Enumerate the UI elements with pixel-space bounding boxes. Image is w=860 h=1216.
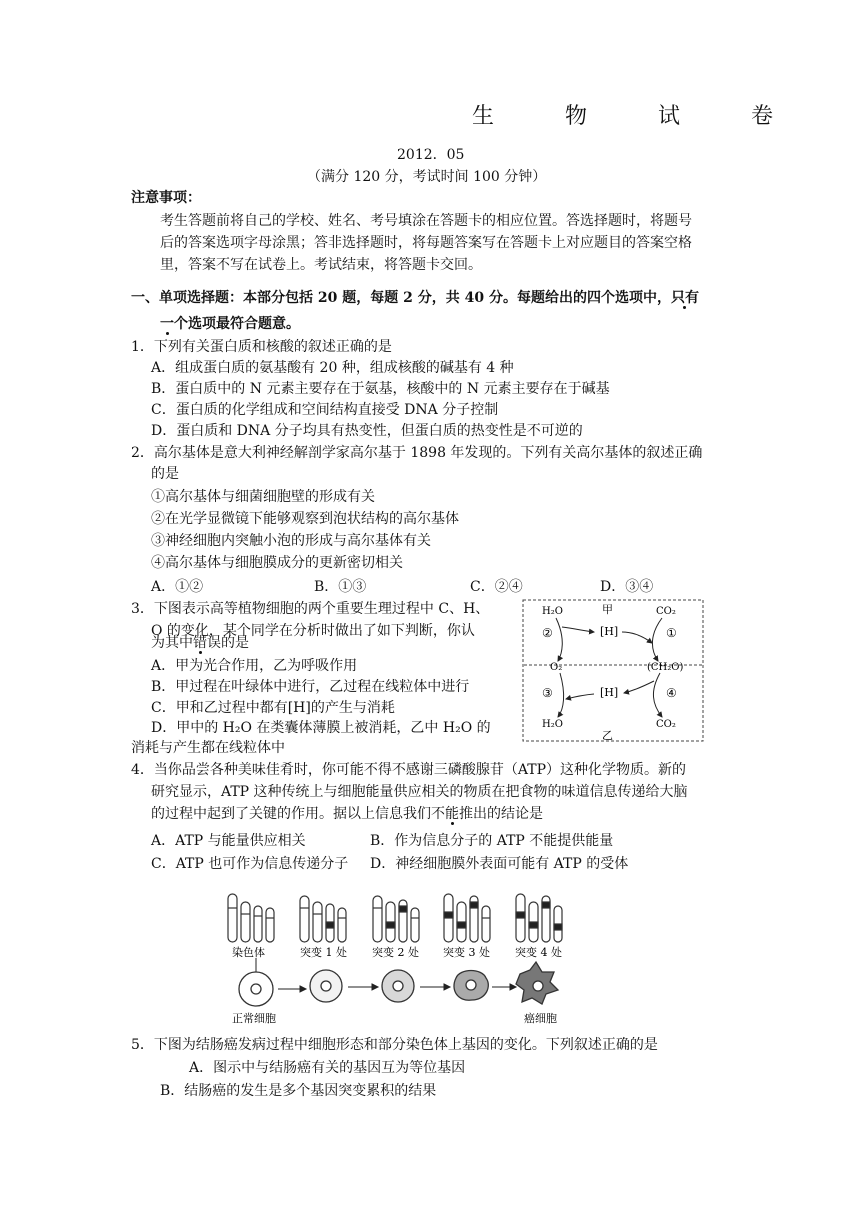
option-b: B．①③: [314, 579, 367, 595]
option-a: A．甲为光合作用，乙为呼吸作用: [151, 658, 358, 674]
section-heading-cont: [160, 313, 300, 335]
section-heading-text: 个选项最符合题意。: [174, 316, 300, 332]
label-mutation-2: 突变 2 处: [372, 946, 419, 959]
notice-line: 里，答案不写在试卷上。考试结束，将答题卡交回。: [160, 257, 482, 273]
stem-text: 误的是: [207, 635, 249, 651]
question-stem: 3．下图表示高等植物细胞的两个重要生理过程中 C、H、: [131, 601, 490, 617]
option-b: B．结肠癌的发生是多个基因突变累积的结果: [160, 1083, 437, 1099]
question-stem-cont: 的是: [151, 466, 179, 482]
question-stem: 5．下图为结肠癌发病过程中细胞形态和部分染色体上基因的变化。下列叙述正确的是: [131, 1037, 658, 1053]
option-a: A．ATP 与能量供应相关: [151, 833, 306, 849]
option-d: D．神经细胞膜外表面可能有 ATP 的受体: [370, 856, 629, 872]
emphasis-text: 只有: [670, 290, 699, 306]
cell-stage-2: [310, 970, 342, 1002]
arrow-2: [556, 618, 562, 661]
statement-item: ③神经细胞内突触小泡的形成与高尔基体有关: [151, 533, 431, 549]
option-c: C．②④: [470, 579, 523, 595]
label-mutation-4: 突变 4 处: [515, 946, 562, 959]
arrow-h-bottom: [566, 694, 594, 699]
option-c: C．甲和乙过程中都有[H]的产生与消耗: [151, 700, 395, 716]
arrow-4: [653, 673, 662, 717]
option-b: B．蛋白质中的 N 元素主要存在于氨基，核酸中的 N 元素主要存在于碱基: [151, 381, 610, 397]
statement-item: ①高尔基体与细菌细胞壁的形成有关: [151, 489, 375, 505]
label-co2-bottom: CO₂: [656, 719, 676, 730]
label-mark-1: ①: [666, 626, 677, 640]
section-heading: [131, 287, 699, 309]
label-h-bottom: [H]: [600, 686, 619, 699]
label-cancer-cell: 癌细胞: [524, 1012, 557, 1025]
option-d: D．③④: [600, 579, 654, 595]
option-a: A．图示中与结肠癌有关的基因互为等位基因: [189, 1060, 466, 1076]
chromosome-group-mutation-4: [516, 894, 562, 942]
question-stem: 2．高尔基体是意大利神经解剖学家高尔基于 1898 年发现的。下列有关高尔基体的叙述正确: [131, 445, 703, 461]
question-stem-cont: [151, 632, 249, 654]
emphasis-text: 错: [193, 635, 207, 651]
chromosome-group-mutation-2: [373, 896, 419, 942]
arrow-h-join: [622, 632, 652, 643]
label-mark-2: ②: [542, 626, 553, 640]
label-mutation-1: 突变 1 处: [300, 946, 347, 959]
emphasis-text: 一: [160, 316, 174, 332]
chromosome-group-normal: [228, 894, 274, 942]
option-d: D．甲中的 H₂O 在类囊体薄膜上被消耗，乙中 H₂O 的: [151, 720, 491, 736]
question-stem-cont: 研究显示，ATP 这种传统上与细胞能量供应相关的物质在把食物的味道信息传递给大脑: [151, 784, 688, 800]
colon-cancer-figure: [220, 888, 580, 1028]
label-co2-top: CO₂: [656, 606, 676, 617]
notice-line: 考生答题前将自己的学校、姓名、考号填涂在答题卡的相应位置。答选择题时，将题号: [160, 213, 692, 229]
question-stem-cont: [151, 803, 543, 825]
emphasis-text: 能: [445, 806, 459, 822]
notice-heading: 注意事项：: [131, 190, 201, 206]
question-stem: 1．下列有关蛋白质和核酸的叙述正确的是: [131, 339, 392, 355]
arrow-1: [652, 618, 662, 661]
exam-subtitle: （满分 120 分，考试时间 100 分钟）: [307, 169, 547, 185]
question-stem-cont: O 的变化，某个同学在分析时做出了如下判断，你认: [151, 623, 475, 639]
notice-line: 后的答案选项字母涂黑；答非选择题时，将每题答案写在答题卡上对应题目的答案空格: [160, 235, 692, 251]
label-h2o-top: H₂O: [542, 606, 563, 617]
option-d-cont: 消耗与产生都在线粒体中: [131, 740, 285, 756]
option-c: C．ATP 也可作为信息传递分子: [151, 856, 349, 872]
option-a: A．①②: [151, 579, 204, 595]
question-stem: 4．当你品尝各种美味佳肴时，你可能不得不感谢三磷酸腺苷（ATP）这种化学物质。新的: [131, 762, 687, 778]
statement-item: ④高尔基体与细胞膜成分的更新密切相关: [151, 555, 403, 571]
label-chromosome: 染色体: [232, 946, 265, 959]
cell-stage-3: [382, 970, 414, 1002]
section-heading-text: 一、单项选择题：本部分包括 20 题，每题 2 分，共 40 分。每题给出的四个选项中，: [131, 290, 671, 306]
arrow-h-from-ch2o: [624, 681, 654, 693]
label-h-top: [H]: [600, 625, 619, 638]
label-jia: 甲: [602, 603, 613, 616]
chromosome-group-mutation-3: [444, 894, 490, 942]
statement-item: ②在光学显微镜下能够观察到泡状结构的高尔基体: [151, 511, 459, 527]
normal-cell: [239, 972, 273, 1006]
cell-stage-4: [454, 971, 488, 1001]
chromosome-group-mutation-1: [300, 896, 346, 942]
label-yi: 乙: [602, 729, 613, 742]
option-d: D．蛋白质和 DNA 分子均具有热变性，但蛋白质的热变性是不可逆的: [151, 423, 583, 439]
label-ch2o: (CH₂O): [647, 662, 684, 673]
label-normal-cell: 正常细胞: [232, 1012, 276, 1025]
stem-text: 推出的结论是: [459, 806, 543, 822]
label-mark-4: ④: [666, 686, 677, 700]
label-mark-3: ③: [542, 686, 553, 700]
cancer-cell: [516, 962, 558, 1004]
label-o2: O₂: [550, 662, 563, 673]
stem-text: 为其中: [151, 635, 193, 651]
arrow-3: [558, 673, 564, 717]
option-b: B．甲过程在叶绿体中进行，乙过程在线粒体中进行: [151, 679, 470, 695]
label-mutation-3: 突变 3 处: [443, 946, 490, 959]
option-c: C．蛋白质的化学组成和空间结构直接受 DNA 分子控制: [151, 402, 499, 418]
photosynthesis-respiration-diagram: [522, 599, 704, 744]
option-b: B．作为信息分子的 ATP 不能提供能量: [370, 833, 614, 849]
option-a: A．组成蛋白质的氨基酸有 20 种，组成核酸的碱基有 4 种: [151, 360, 514, 376]
page-title: 生 物 试 卷: [472, 104, 805, 129]
label-h2o-bottom: H₂O: [542, 719, 563, 730]
exam-date: 2012．05: [397, 147, 465, 163]
arrow-h-top: [562, 627, 594, 632]
stem-text: 的过程中起到了关键的作用。据以上信息我们不: [151, 806, 445, 822]
